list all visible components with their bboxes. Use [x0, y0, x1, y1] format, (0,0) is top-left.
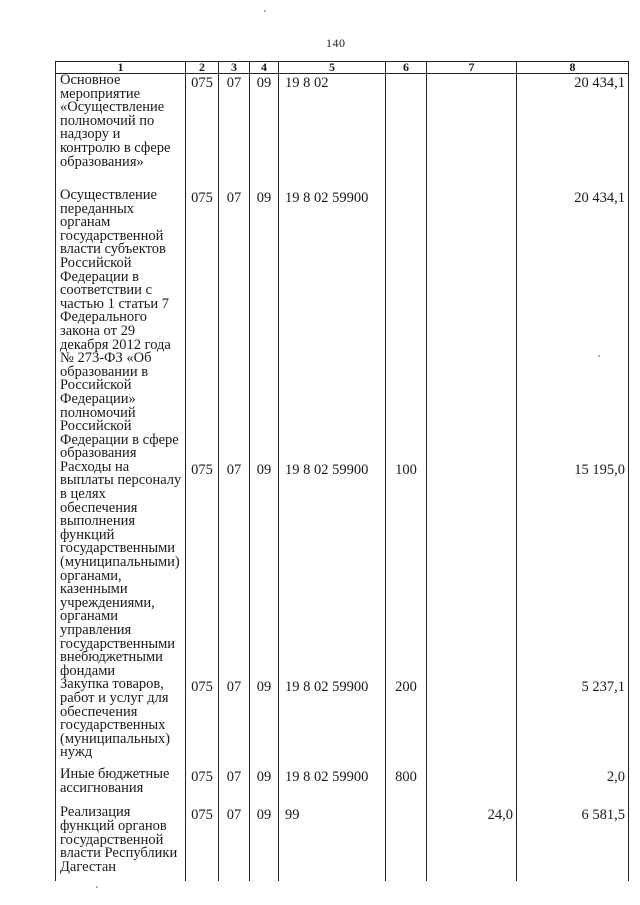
ministry-code: 075 [186, 806, 219, 881]
table-header-row [56, 62, 629, 74]
scan-speck [96, 886, 98, 888]
table-row [56, 768, 629, 806]
target-article-code: 99 [279, 806, 386, 881]
column-header: 5 [279, 62, 386, 74]
subsection-code: 09 [250, 189, 279, 461]
subsection-code: 09 [250, 806, 279, 881]
budget-table [55, 61, 629, 881]
expense-name: Основное мероприятие «Осуществление полномочий по надзору и контролю в сфере образования» [56, 74, 186, 190]
scan-speck [598, 355, 600, 357]
column-header: 4 [250, 62, 279, 74]
table-row [56, 806, 629, 881]
expense-type-code: 100 [386, 461, 427, 679]
amount: 6 581,5 [517, 806, 629, 881]
column-7-value [427, 189, 517, 461]
column-7-value [427, 768, 517, 806]
target-article-code: 19 8 02 59900 [279, 678, 386, 768]
table-row [56, 678, 629, 768]
column-header: 1 [56, 62, 186, 74]
expense-name: Расходы на выплаты персоналу в целях обеспечения выполнения функций государственными (муниципальными) органами, казенными учреждениями, органами управления государственными внебюджетными фондами [56, 461, 186, 679]
column-header: 8 [517, 62, 629, 74]
expense-name: Закупка товаров, работ и услуг для обеспечения государственных (муниципальных) нужд [56, 678, 186, 768]
amount: 20 434,1 [517, 74, 629, 190]
expense-type-code [386, 189, 427, 461]
amount: 2,0 [517, 768, 629, 806]
amount: 5 237,1 [517, 678, 629, 768]
ministry-code: 075 [186, 461, 219, 679]
column-header: 2 [186, 62, 219, 74]
section-code: 07 [219, 461, 250, 679]
table-row [56, 189, 629, 461]
column-header: 6 [386, 62, 427, 74]
expense-name: Иные бюджетные ассигнования [56, 768, 186, 806]
page-number: 140 [326, 36, 346, 50]
expense-type-code [386, 74, 427, 190]
subsection-code: 09 [250, 74, 279, 190]
amount: 20 434,1 [517, 189, 629, 461]
section-code: 07 [219, 806, 250, 881]
table-row [56, 74, 629, 190]
column-7-value [427, 678, 517, 768]
ministry-code: 075 [186, 768, 219, 806]
scan-speck [264, 10, 266, 12]
subsection-code: 09 [250, 678, 279, 768]
expense-name: Осуществление переданных органам государственной власти субъектов Российской Федерации в соответствии с частью 1 статьи 7 Федерального закона от 29 декабря 2012 года № 273-ФЗ «Об образовании в Российской Федерации» полномочий Российской Федерации в сфере образования [56, 189, 186, 461]
expense-type-code: 800 [386, 768, 427, 806]
column-header: 3 [219, 62, 250, 74]
column-header: 7 [427, 62, 517, 74]
table-row [56, 461, 629, 679]
subsection-code: 09 [250, 768, 279, 806]
target-article-code: 19 8 02 59900 [279, 189, 386, 461]
section-code: 07 [219, 678, 250, 768]
ministry-code: 075 [186, 189, 219, 461]
section-code: 07 [219, 768, 250, 806]
expense-type-code [386, 806, 427, 881]
column-7-value [427, 461, 517, 679]
column-7-value [427, 74, 517, 190]
target-article-code: 19 8 02 [279, 74, 386, 190]
target-article-code: 19 8 02 59900 [279, 461, 386, 679]
expense-type-code: 200 [386, 678, 427, 768]
expense-name: Реализация функций органов государственной власти Республики Дагестан [56, 806, 186, 881]
ministry-code: 075 [186, 678, 219, 768]
amount: 15 195,0 [517, 461, 629, 679]
column-7-value: 24,0 [427, 806, 517, 881]
ministry-code: 075 [186, 74, 219, 190]
subsection-code: 09 [250, 461, 279, 679]
section-code: 07 [219, 189, 250, 461]
target-article-code: 19 8 02 59900 [279, 768, 386, 806]
section-code: 07 [219, 74, 250, 190]
